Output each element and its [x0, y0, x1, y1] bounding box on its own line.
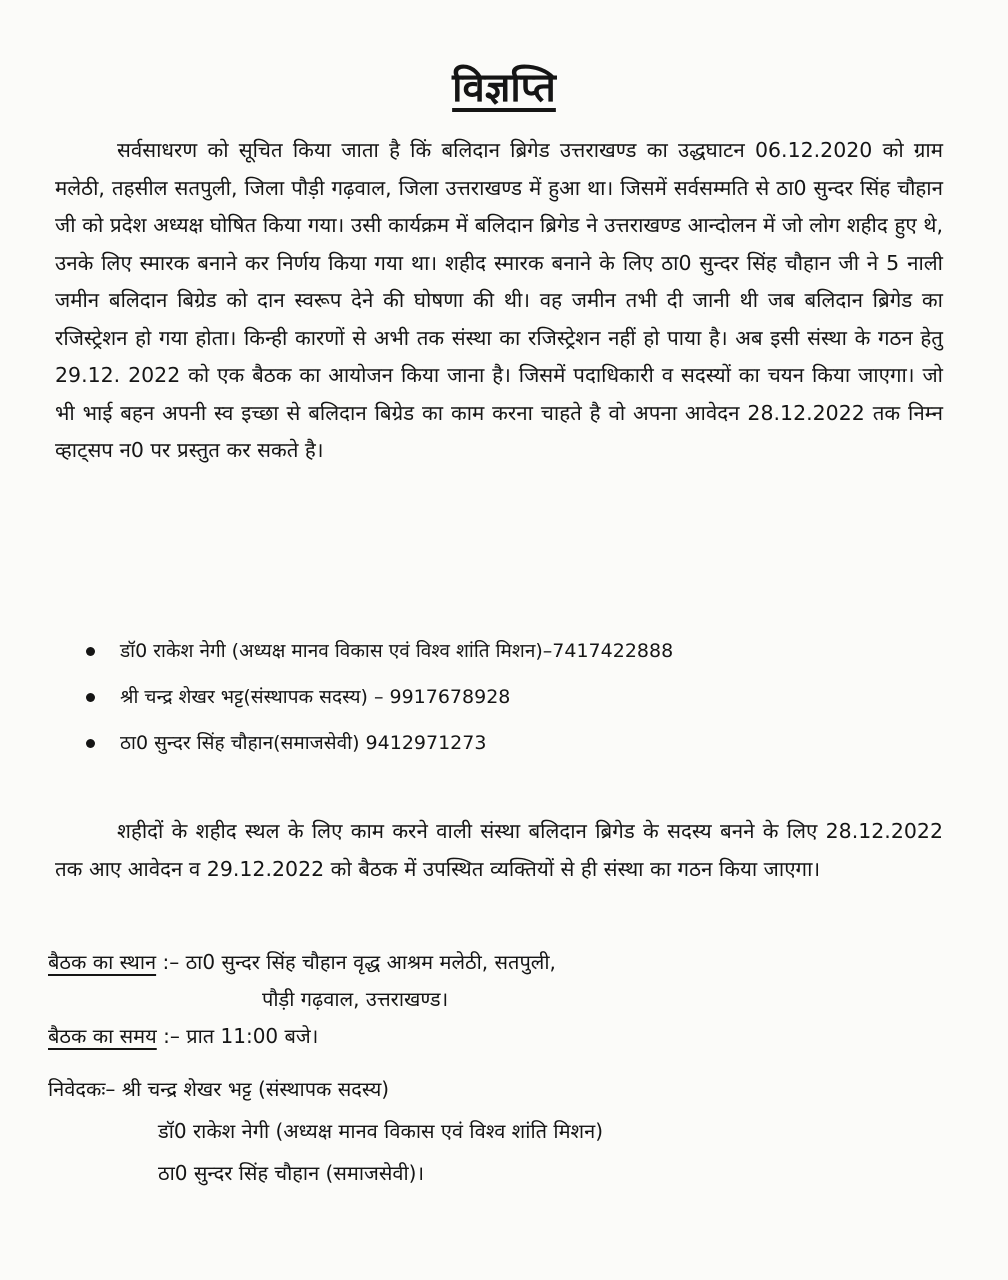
venue-line1: ठा0 सुन्दर सिंह चौहान वृद्ध आश्रम मलेठी, सतपुली,	[185, 950, 556, 974]
signer-name: श्री चन्द्र शेखर भट्ट (संस्थापक सदस्य)	[121, 1077, 390, 1101]
signers-label: निवेदकः–	[48, 1077, 122, 1101]
signer-line	[48, 1068, 603, 1110]
time-separator: :–	[156, 1024, 187, 1048]
signer-name: डॉ0 राकेश नेगी (अध्यक्ष मानव विकास एवं विश्व शांति मिशन)	[158, 1119, 604, 1143]
contact-item: डॉ0 राकेश नेगी (अध्यक्ष मानव विकास एवं विश्व शांति मिशन)–7417422888	[78, 628, 958, 674]
membership-paragraph: शहीदों के शहीद स्थल के लिए काम करने वाली संस्था बलिदान ब्रिगेड के सदस्य बनने के लिए 28.12.2022 तक आए आवेदन व 29.12.2022 को बैठक में उपस्थित व्यक्तियों से ही संस्था का गठन किया जाएगा।	[55, 819, 943, 881]
time-label: बैठक का समय	[48, 1024, 157, 1048]
meeting-time	[48, 1022, 318, 1049]
meeting-venue	[48, 948, 556, 975]
contact-item: ठा0 सुन्दर सिंह चौहान(समाजसेवी) 9412971273	[78, 720, 958, 766]
venue-separator: :–	[156, 950, 186, 974]
contact-item: श्री चन्द्र शेखर भट्ट(संस्थापक सदस्य) – 9917678928	[78, 674, 958, 720]
signers-block	[48, 1068, 603, 1194]
contact-list	[78, 628, 958, 766]
signer-name: ठा0 सुन्दर सिंह चौहान (समाजसेवी)।	[158, 1161, 425, 1185]
intro-paragraph: सर्वसाधरण को सूचित किया जाता है किं बलिदान ब्रिगेड उत्तराखण्ड का उद्धघाटन 06.12.2020 को ग्राम मलेठी, तहसील सतपुली, जिला पौड़ी गढ़वाल, जिला उत्तराखण्ड में हुआ था। जिसमें सर्वसम्मति से ठा0 सुन्दर सिंह चौहान जी को प्रदेश अध्यक्ष घोषित किया गया। उसी कार्यक्रम में बलिदान ब्रिगेड ने उत्तराखण्ड आन्दोलन में जो लोग शहीद हुए थे, उनके लिए स्मारक बनाने कर निर्णय किया गया था। शहीद स्मारक बनाने के लिए ठा0 सुन्दर सिंह चौहान जी ने 5 नाली जमीन बलिदान बिग्रेड को दान स्वरूप देने की घोषणा की थी। वह जमीन तभी दी जानी थी जब बलिदान ब्रिगेड का रजिस्ट्रेशन हो गया होता। किन्ही कारणों से अभी तक संस्था का रजिस्ट्रेशन नहीं हो पाया है। अब इसी संस्था के गठन हेतु 29.12. 2022 को एक बैठक का आयोजन किया जाना है। जिसमें पदाधिकारी व सदस्यों का चयन किया जाएगा। जो भी भाई बहन अपनी स्व इच्छा से बलिदान बिग्रेड का काम करना चाहते है वो अपना आवेदन 28.12.2022 तक निम्न व्हाट्सप न0 पर प्रस्तुत कर सकते है।	[55, 138, 943, 462]
notice-title: विज्ञप्ति	[452, 65, 556, 111]
venue-label: बैठक का स्थान	[48, 950, 157, 974]
time-value: प्रात 11:00 बजे।	[186, 1024, 319, 1048]
venue-line2: पौड़ी गढ़वाल, उत्तराखण्ड।	[262, 987, 449, 1011]
